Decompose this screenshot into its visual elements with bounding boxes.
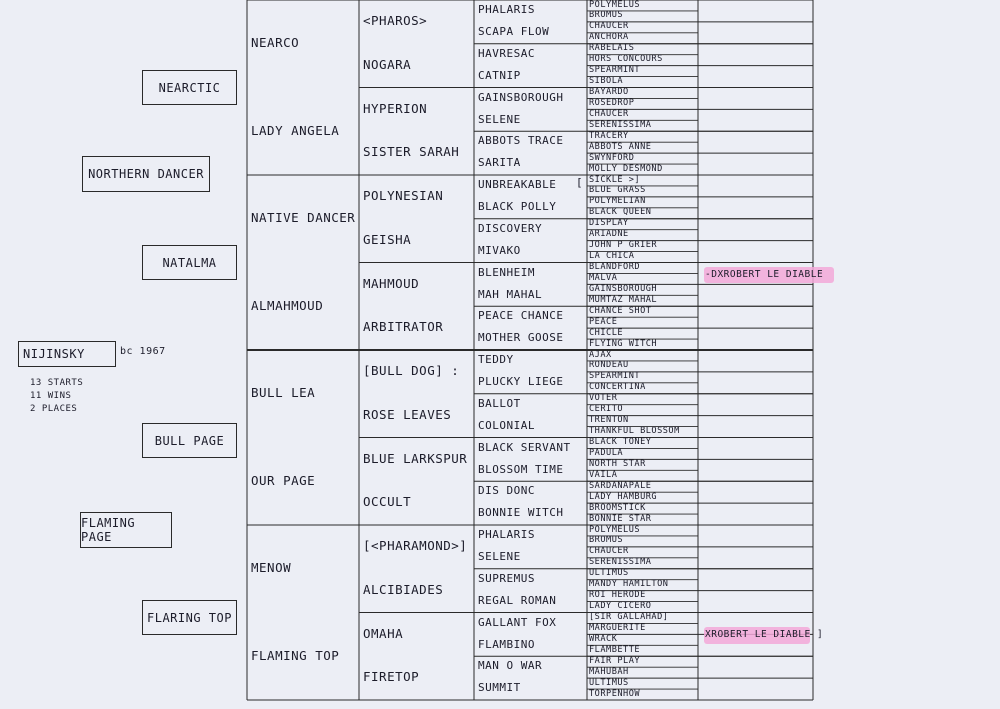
gen4-name-27: REGAL ROMAN <box>478 593 557 607</box>
gen5-name-21: ARIADNE <box>589 229 629 240</box>
gen3-name-8: [BULL DOG] : <box>363 363 460 379</box>
gen5-name-42: NORTH STAR <box>589 458 646 469</box>
gen3-name-6: MAHMOUD <box>363 275 420 291</box>
gen4-name-15: MOTHER GOOSE <box>478 331 564 345</box>
gen4-name-18: BALLOT <box>478 396 521 410</box>
gen4-name-7: SARITA <box>478 156 521 170</box>
gen3-name-10: BLUE LARKSPUR <box>363 450 468 466</box>
gen4-name-24: PHALARIS <box>478 528 535 542</box>
gen4-name-28: GALLANT FOX <box>478 615 557 629</box>
gen5-name-54: ROI HERODE <box>589 590 646 601</box>
gen2-name-6: MENOW <box>251 560 292 575</box>
flaming-page-label: FLAMING PAGE <box>81 516 136 544</box>
gen5-name-10: CHAUCER <box>589 108 629 119</box>
record-wins: 11 WINS <box>30 391 72 401</box>
gen4-name-9: BLACK POLLY <box>478 200 557 214</box>
sire-dam-box <box>142 245 237 280</box>
gen5-name-3: ANCHORA <box>589 32 629 43</box>
gen5-name-49: BROMUS <box>589 535 624 546</box>
sire-sire-box <box>142 70 237 105</box>
gen3-name-14: OMAHA <box>363 625 404 641</box>
gen5-name-55: LADY CICERO <box>589 601 652 612</box>
gen5-name-53: MANDY HAMILTON <box>589 579 669 590</box>
gen3-name-13: ALCIBIADES <box>363 581 444 597</box>
gen5-name-38: TRENTON <box>589 415 629 426</box>
gen5-name-56: [SIR GALLAHAD] <box>589 612 669 622</box>
gen5-name-6: SPEARMINT <box>589 65 641 76</box>
gen5-name-30: CHICLE <box>589 327 624 338</box>
gen4-name-8: UNBREAKABLE <box>478 178 557 192</box>
gen3-name-0: <PHAROS> <box>363 13 428 29</box>
gen3-name-1: NOGARA <box>363 56 412 72</box>
record-starts: 13 STARTS <box>30 378 84 388</box>
gen2-name-3: ALMAHMOUD <box>251 297 324 313</box>
gen4-name-23: BONNIE WITCH <box>478 506 564 520</box>
subject-name: NIJINSKY <box>23 347 85 361</box>
gen4-name-5: SELENE <box>478 112 521 126</box>
gen5-name-5: HORS CONCOURS <box>589 54 663 65</box>
gen5-name-60: FAIR PLAY <box>589 655 641 666</box>
gen5-name-17: BLUE GRASS <box>589 185 646 196</box>
dam-sire-box <box>142 423 237 458</box>
gen5-name-14: SWYNFORD <box>589 152 635 163</box>
gen3-name-3: SISTER SARAH <box>363 144 460 160</box>
gen5-name-4: RABELAIS <box>589 43 635 54</box>
gen5-name-8: BAYARDO <box>589 87 629 97</box>
gen2-name-1: LADY ANGELA <box>251 122 340 138</box>
gen5-name-15: MOLLY DESMOND <box>589 163 663 174</box>
note-upper: -DXROBERT LE DIABLE <box>705 269 824 280</box>
gen3-name-5: GEISHA <box>363 231 412 247</box>
gen5-name-51: SERENISSIMA <box>589 557 652 568</box>
gen5-name-22: JOHN P GRIER <box>589 240 658 251</box>
gen5-name-47: BONNIE STAR <box>589 513 652 524</box>
gen2-name-2: NATIVE DANCER <box>251 210 356 225</box>
gen5-name-7: SIBOLA <box>589 76 624 87</box>
gen5-name-32: AJAX <box>589 349 612 360</box>
gen5-name-29: PEACE <box>589 316 618 327</box>
gen4-name-6: ABBOTS TRACE <box>478 134 564 148</box>
gen5-name-59: FLAMBETTE <box>589 644 641 655</box>
gen5-name-35: CONCERTINA <box>589 382 646 393</box>
gen2-name-0: NEARCO <box>251 35 300 50</box>
bracket-mark: [ <box>576 176 584 189</box>
flaring-top-label: FLARING TOP <box>147 610 232 625</box>
gen4-name-11: MIVAKO <box>478 243 521 257</box>
subject-born: bc 1967 <box>120 346 166 357</box>
gen5-name-63: TORPENHOW <box>589 688 641 699</box>
gen4-name-2: HAVRESAC <box>478 46 535 60</box>
gen5-name-1: BROMUS <box>589 10 624 21</box>
gen5-name-37: CERITO <box>589 404 624 415</box>
dam-box <box>80 512 172 548</box>
gen5-name-20: DISPLAY <box>589 218 629 229</box>
gen3-name-12: [<PHARAMOND>] <box>363 538 468 554</box>
gen4-name-31: SUMMIT <box>478 681 521 695</box>
gen5-name-45: LADY HAMBURG <box>589 491 658 502</box>
dam-dam-box <box>142 600 237 635</box>
gen5-name-43: VAILA <box>589 469 618 480</box>
gen4-name-21: BLOSSOM TIME <box>478 462 564 476</box>
gen4-name-4: GAINSBOROUGH <box>478 90 564 104</box>
gen5-name-61: MAHUBAH <box>589 666 629 677</box>
gen5-name-36: VOTER <box>589 393 618 404</box>
gen5-name-18: POLYMELIAN <box>589 196 646 207</box>
gen4-name-17: PLUCKY LIEGE <box>478 375 564 389</box>
gen5-name-0: POLYMELUS <box>589 0 641 10</box>
gen5-name-23: LA CHICA <box>589 251 635 262</box>
gen5-name-40: BLACK TONEY <box>589 437 652 447</box>
note-lower: XROBERT LE DIABLE ] <box>705 629 824 640</box>
gen5-name-19: BLACK QUEEN <box>589 207 652 218</box>
gen5-name-50: CHAUCER <box>589 546 629 557</box>
gen5-name-46: BROOMSTICK <box>589 502 646 513</box>
gen4-name-13: MAH MAHAL <box>478 287 543 301</box>
gen5-name-41: PADULA <box>589 447 624 458</box>
gen4-name-30: MAN O WAR <box>478 659 543 673</box>
gen4-name-10: DISCOVERY <box>478 221 543 235</box>
gen4-name-0: PHALARIS <box>478 3 535 17</box>
gen4-name-12: BLENHEIM <box>478 265 535 279</box>
gen5-name-25: MALVA <box>589 272 618 283</box>
gen5-name-13: ABBOTS ANNE <box>589 141 652 152</box>
gen5-name-27: MUMTAZ MAHAL <box>589 294 658 305</box>
sire-box <box>82 156 210 192</box>
gen5-name-57: MARGUERITE <box>589 622 646 633</box>
gen5-name-16: SICKLE >] <box>589 174 641 185</box>
gen4-name-22: DIS DONC <box>478 484 535 498</box>
gen2-name-7: FLAMING TOP <box>251 647 340 663</box>
gen4-name-20: BLACK SERVANT <box>478 440 571 454</box>
gen3-name-4: POLYNESIAN <box>363 188 444 204</box>
gen5-name-34: SPEARMINT <box>589 371 641 382</box>
gen4-name-26: SUPREMUS <box>478 571 535 585</box>
gen3-name-11: OCCULT <box>363 494 412 510</box>
gen3-name-9: ROSE LEAVES <box>363 406 452 422</box>
gen5-name-24: BLANDFORD <box>589 262 641 272</box>
gen5-name-62: ULTIMUS <box>589 677 629 688</box>
northern-dancer-label: NORTHERN DANCER <box>88 167 204 181</box>
gen5-name-33: RONDEAU <box>589 360 629 371</box>
gen5-name-31: FLYING WITCH <box>589 338 658 349</box>
gen5-name-58: WRACK <box>589 633 618 644</box>
gen5-name-39: THANKFUL BLOSSOM <box>589 426 680 437</box>
gen4-name-16: TEDDY <box>478 353 514 367</box>
gen3-name-15: FIRETOP <box>363 669 420 685</box>
gen2-name-5: OUR PAGE <box>251 472 316 488</box>
subject-name-box <box>18 341 116 367</box>
gen4-name-14: PEACE CHANCE <box>478 309 564 323</box>
gen5-name-2: CHAUCER <box>589 21 629 32</box>
record-places: 2 PLACES <box>30 404 78 414</box>
gen3-name-2: HYPERION <box>363 100 428 116</box>
gen5-name-48: POLYMELUS <box>589 524 641 535</box>
nearctic-label: NEARCTIC <box>158 80 221 95</box>
gen5-name-9: ROSEDROP <box>589 97 635 108</box>
gen5-name-12: TRACERY <box>589 130 629 141</box>
natalma-label: NATALMA <box>162 255 217 270</box>
gen2-name-4: BULL LEA <box>251 385 316 400</box>
gen5-name-52: ULTIMUS <box>589 568 629 579</box>
gen5-name-11: SERENISSIMA <box>589 119 652 130</box>
gen5-name-26: GAINSBOROUGH <box>589 283 658 294</box>
gen5-name-44: SARDANAPALE <box>589 480 652 491</box>
gen4-name-25: SELENE <box>478 550 521 564</box>
gen4-name-1: SCAPA FLOW <box>478 25 550 39</box>
gen5-name-28: CHANCE SHOT <box>589 305 652 316</box>
gen4-name-3: CATNIP <box>478 68 521 82</box>
bull-page-label: BULL PAGE <box>154 433 225 448</box>
gen4-name-19: COLONIAL <box>478 418 535 432</box>
gen3-name-7: ARBITRATOR <box>363 319 444 335</box>
gen4-name-29: FLAMBINO <box>478 637 535 651</box>
